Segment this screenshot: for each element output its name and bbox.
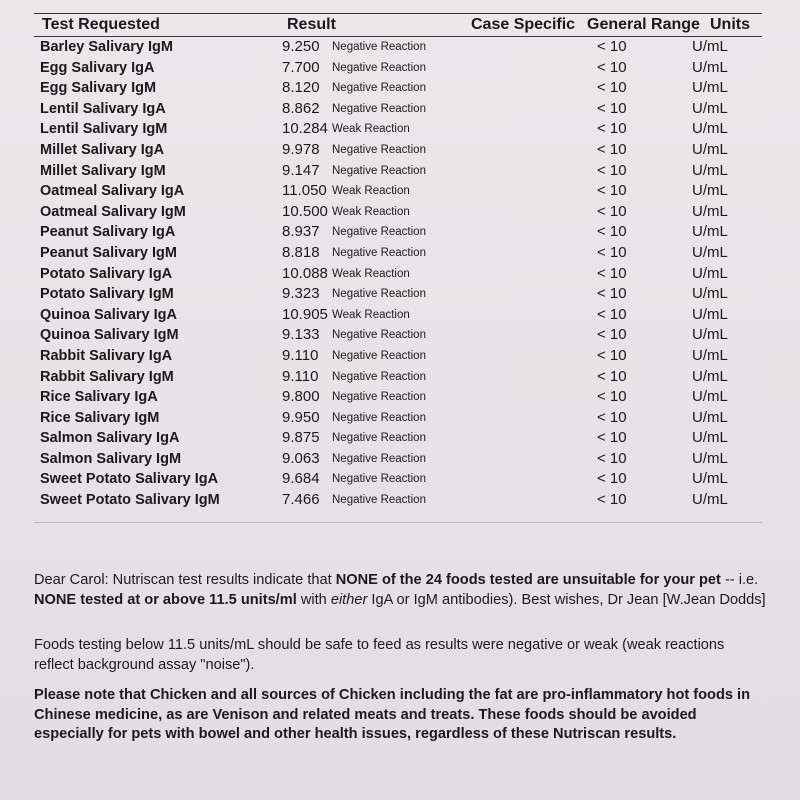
- reaction-cell: Negative Reaction: [332, 82, 426, 95]
- reaction-cell: Negative Reaction: [332, 61, 426, 74]
- table-row: [40, 346, 752, 367]
- units-cell: U/mL: [692, 223, 728, 241]
- test-name-cell: Barley Salivary IgM: [40, 39, 173, 55]
- header-general-range: General Range: [587, 16, 700, 33]
- reaction-cell: Weak Reaction: [332, 205, 410, 218]
- units-cell: U/mL: [692, 182, 728, 200]
- result-value-cell: 9.110: [282, 346, 319, 364]
- units-cell: U/mL: [692, 202, 728, 220]
- units-cell: U/mL: [692, 367, 728, 385]
- table-row: [40, 222, 752, 243]
- general-range-cell: < 10: [597, 202, 627, 220]
- table-row: [40, 243, 752, 264]
- reaction-cell: Weak Reaction: [332, 123, 410, 136]
- test-name-cell: Quinoa Salivary IgA: [40, 306, 177, 323]
- table-row: [40, 428, 752, 449]
- table-row: [40, 58, 752, 79]
- general-range-cell: < 10: [597, 140, 627, 158]
- general-range-cell: < 10: [597, 305, 627, 323]
- reaction-cell: Negative Reaction: [332, 143, 426, 156]
- test-name-cell: Sweet Potato Salivary IgM: [40, 492, 220, 509]
- table-row: [40, 490, 752, 511]
- reaction-cell: Negative Reaction: [332, 164, 426, 177]
- units-cell: U/mL: [692, 99, 728, 117]
- test-name-cell: Sweet Potato Salivary IgA: [40, 471, 219, 488]
- units-cell: U/mL: [692, 470, 728, 488]
- reaction-cell: Negative Reaction: [332, 226, 426, 239]
- reaction-cell: Weak Reaction: [332, 308, 410, 321]
- units-cell: U/mL: [692, 120, 728, 138]
- table-row: [40, 284, 752, 305]
- table-row: [40, 99, 752, 120]
- result-value-cell: 9.063: [282, 449, 320, 467]
- general-range-cell: < 10: [597, 429, 627, 447]
- units-cell: U/mL: [692, 285, 728, 303]
- general-range-cell: < 10: [597, 182, 627, 200]
- result-value-cell: 9.110: [282, 367, 319, 385]
- result-value-cell: 10.284: [282, 120, 328, 138]
- general-range-cell: < 10: [597, 161, 627, 179]
- note-dear-carol: [34, 571, 766, 610]
- result-value-cell: 10.905: [282, 305, 328, 323]
- general-range-cell: < 10: [597, 346, 627, 364]
- table-row: [40, 305, 752, 326]
- note1-text-c: with: [296, 591, 331, 608]
- note-chicken-warning: Please note that Chicken and all sources of Chicken including the fat are pro-inflammatory hot foods in Chinese medicine, as are Venison and related meats and treats. These foods should be avoided especially for pets with bowel and other health issues, regardless of these Nutriscan results.: [34, 687, 751, 742]
- table-row: [40, 140, 752, 161]
- reaction-cell: Negative Reaction: [332, 432, 426, 445]
- result-value-cell: 9.950: [282, 408, 320, 426]
- test-name-cell: Rabbit Salivary IgA: [40, 347, 173, 364]
- table-row: [40, 119, 752, 140]
- units-cell: U/mL: [692, 264, 728, 282]
- table-row: [40, 161, 752, 182]
- header-case-specific: Case Specific: [471, 16, 576, 33]
- results-table: [40, 37, 752, 511]
- reaction-cell: Negative Reaction: [332, 452, 426, 465]
- result-value-cell: 8.120: [282, 79, 320, 97]
- result-value-cell: 7.700: [282, 58, 320, 76]
- general-range-cell: < 10: [597, 408, 627, 426]
- general-range-cell: < 10: [597, 243, 627, 261]
- result-value-cell: 10.088: [282, 264, 328, 282]
- units-cell: U/mL: [692, 326, 728, 344]
- note1-text-a: Dear Carol: Nutriscan test results indicate that: [34, 572, 336, 588]
- table-row: [40, 408, 752, 429]
- units-cell: U/mL: [692, 243, 728, 261]
- result-value-cell: 8.818: [282, 243, 320, 261]
- reaction-cell: Negative Reaction: [332, 41, 426, 53]
- reaction-cell: Negative Reaction: [332, 246, 426, 259]
- result-value-cell: 7.466: [282, 491, 320, 509]
- units-cell: U/mL: [692, 491, 728, 509]
- units-cell: U/mL: [692, 38, 728, 55]
- units-cell: U/mL: [692, 449, 728, 467]
- reaction-cell: Negative Reaction: [332, 473, 426, 486]
- result-value-cell: 9.684: [282, 470, 320, 488]
- result-value-cell: 9.978: [282, 140, 320, 158]
- result-value-cell: 10.500: [282, 202, 328, 220]
- header-units: Units: [710, 16, 750, 33]
- result-value-cell: 9.147: [282, 161, 320, 179]
- table-row: [40, 264, 752, 285]
- units-cell: U/mL: [692, 140, 728, 158]
- table-row: [40, 202, 752, 223]
- units-cell: U/mL: [692, 346, 728, 364]
- units-cell: U/mL: [692, 408, 728, 426]
- reaction-cell: Negative Reaction: [332, 102, 426, 115]
- general-range-cell: < 10: [597, 264, 627, 282]
- general-range-cell: < 10: [597, 285, 627, 303]
- units-cell: U/mL: [692, 58, 728, 76]
- table-bottom-rule: [34, 522, 762, 523]
- general-range-cell: < 10: [597, 58, 627, 76]
- general-range-cell: < 10: [597, 388, 627, 406]
- test-name-cell: Egg Salivary IgM: [40, 80, 157, 97]
- table-row: [40, 78, 752, 99]
- test-name-cell: Potato Salivary IgA: [40, 265, 173, 282]
- table-row: [40, 367, 752, 388]
- test-name-cell: Salmon Salivary IgM: [40, 450, 182, 467]
- test-name-cell: Rice Salivary IgM: [40, 409, 160, 426]
- reaction-cell: Weak Reaction: [332, 267, 410, 280]
- note1-text-d: IgA or IgM antibodies). Best wishes, Dr Jean [W.Jean Dodds]: [367, 591, 766, 608]
- reaction-cell: Negative Reaction: [332, 329, 426, 342]
- table-row: [40, 181, 752, 202]
- test-name-cell: Oatmeal Salivary IgA: [40, 183, 185, 200]
- units-cell: U/mL: [692, 161, 728, 179]
- general-range-cell: < 10: [597, 79, 627, 97]
- table-row: [40, 469, 752, 490]
- top-rule: [34, 13, 762, 14]
- general-range-cell: < 10: [597, 367, 627, 385]
- reaction-cell: Negative Reaction: [332, 349, 426, 362]
- units-cell: U/mL: [692, 429, 728, 447]
- test-name-cell: Egg Salivary IgA: [40, 59, 155, 76]
- table-row: [40, 449, 752, 470]
- note1-bold-threshold: NONE tested at or above 11.5 units/ml: [34, 591, 297, 608]
- reaction-cell: Negative Reaction: [332, 288, 426, 301]
- test-name-cell: Peanut Salivary IgM: [40, 244, 177, 261]
- test-name-cell: Peanut Salivary IgA: [40, 224, 176, 241]
- note1-bold-none-unsuitable: NONE of the 24 foods tested are unsuitable for your pet: [335, 572, 721, 588]
- test-name-cell: Oatmeal Salivary IgM: [40, 203, 186, 220]
- general-range-cell: < 10: [597, 38, 627, 55]
- test-name-cell: Lentil Salivary IgM: [40, 121, 168, 138]
- result-value-cell: 8.937: [282, 223, 320, 241]
- units-cell: U/mL: [692, 79, 728, 97]
- reaction-cell: Negative Reaction: [332, 370, 426, 383]
- result-value-cell: 9.800: [282, 388, 320, 406]
- general-range-cell: < 10: [597, 470, 627, 488]
- reaction-cell: Weak Reaction: [332, 185, 410, 198]
- general-range-cell: < 10: [597, 223, 627, 241]
- test-name-cell: Lentil Salivary IgA: [40, 100, 166, 117]
- note-safe-to-feed: Foods testing below 11.5 units/mL should be safe to feed as results were negative or weak (weak reactions reflect background assay "noise").: [34, 637, 725, 673]
- reaction-cell: Negative Reaction: [332, 494, 426, 507]
- result-value-cell: 8.862: [282, 99, 320, 117]
- units-cell: U/mL: [692, 305, 728, 323]
- table-row: [40, 37, 752, 58]
- result-value-cell: 9.323: [282, 285, 320, 303]
- test-name-cell: Salmon Salivary IgA: [40, 430, 180, 447]
- result-value-cell: 9.875: [282, 429, 320, 447]
- test-name-cell: Quinoa Salivary IgM: [40, 327, 179, 344]
- header-result: Result: [287, 16, 336, 33]
- note1-italic-either: either: [330, 591, 368, 608]
- result-value-cell: 9.133: [282, 326, 320, 344]
- result-value-cell: 9.250: [282, 38, 320, 55]
- general-range-cell: < 10: [597, 449, 627, 467]
- general-range-cell: < 10: [597, 99, 627, 117]
- reaction-cell: Negative Reaction: [332, 391, 426, 404]
- result-value-cell: 11.050: [282, 182, 327, 200]
- table-row: [40, 325, 752, 346]
- test-name-cell: Millet Salivary IgA: [40, 141, 165, 158]
- units-cell: U/mL: [692, 388, 728, 406]
- note1-text-b: -- i.e.: [720, 572, 759, 588]
- general-range-cell: < 10: [597, 120, 627, 138]
- general-range-cell: < 10: [597, 491, 627, 509]
- header-test-requested: Test Requested: [42, 16, 160, 33]
- test-name-cell: Potato Salivary IgM: [40, 286, 174, 303]
- general-range-cell: < 10: [597, 326, 627, 344]
- reaction-cell: Negative Reaction: [332, 411, 426, 424]
- test-name-cell: Rice Salivary IgA: [40, 389, 158, 406]
- table-row: [40, 387, 752, 408]
- test-name-cell: Rabbit Salivary IgM: [40, 368, 174, 385]
- test-name-cell: Millet Salivary IgM: [40, 162, 166, 179]
